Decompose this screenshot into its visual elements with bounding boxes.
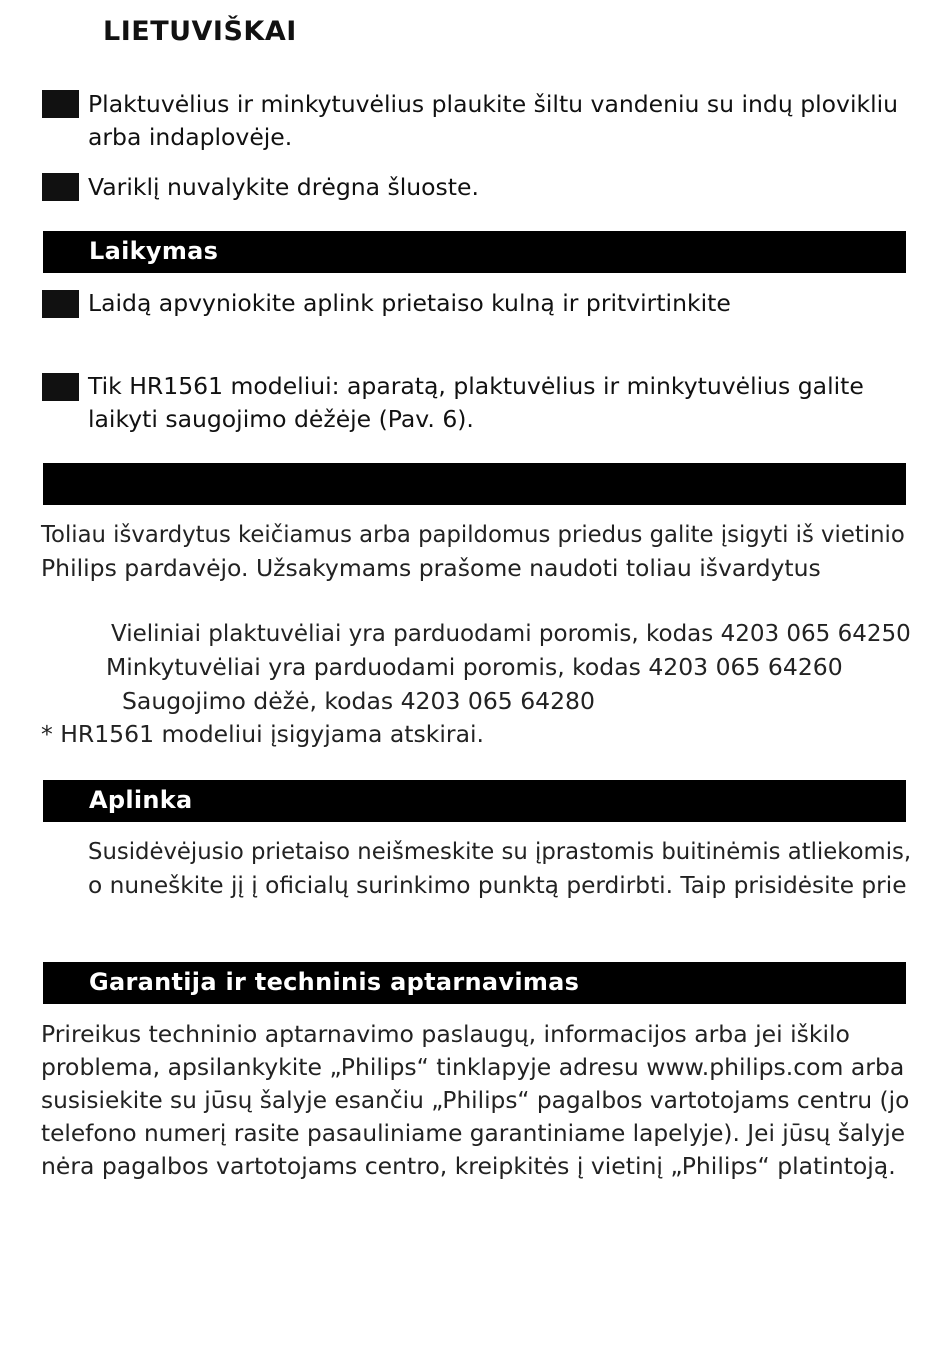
storage-item-2-line-2: laikyti saugojimo dėžėje (Pav. 6). — [88, 405, 474, 433]
section-heading-environment — [43, 780, 906, 822]
section-heading-accessories — [43, 463, 906, 505]
guarantee-line-4: telefono numerį rasite pasauliniame garantiniame lapelyje). Jei jūsų šalyje — [41, 1120, 906, 1147]
cleaning-item-1-line-2: arba indaplovėje. — [88, 123, 293, 151]
storage-item-2-line-1: Tik HR1561 modeliui: aparatą, plaktuvėlius ir minkytuvėlius galite — [88, 372, 864, 400]
guarantee-line-5: nėra pagalbos vartotojams centro, kreipkitės į vietinį „Philips“ platintoją. — [41, 1152, 896, 1180]
accessory-item-3: Saugojimo dėžė, kodas 4203 065 64280 — [122, 687, 595, 715]
accessory-item-2: Minkytuvėliai yra parduodami poromis, kodas 4203 065 64260 — [106, 653, 843, 681]
environment-line-1: Susidėvėjusio prietaiso neišmeskite su įprastomis buitinėmis atliekomis, — [88, 839, 912, 865]
environment-line-2: o nuneškite jį į oficialų surinkimo punktą perdirbti. Taip prisidėsite prie — [88, 872, 907, 899]
guarantee-line-3: susisiekite su jūsų šalyje esančiu „Philips“ pagalbos vartotojams centru (jo — [41, 1087, 910, 1114]
bullet-marker — [42, 290, 79, 318]
guarantee-line-2: problema, apsilankykite „Philips“ tinklapyje adresu www.philips.com arba — [41, 1053, 905, 1081]
bullet-marker — [42, 90, 79, 118]
section-heading-label: Garantija ir techninis aptarnavimas — [89, 968, 580, 996]
section-heading-label: Aplinka — [89, 786, 193, 814]
accessories-intro-line-1: Toliau išvardytus keičiamus arba papildomus priedus galite įsigyti iš vietinio — [41, 522, 905, 548]
accessories-intro-line-2: Philips pardavėjo. Užsakymams prašome naudoti toliau išvardytus — [41, 554, 821, 582]
page-title: LIETUVIŠKAI — [103, 16, 297, 47]
section-heading-guarantee — [43, 962, 906, 1004]
section-heading-storage — [43, 231, 906, 273]
storage-item-1: Laidą apvyniokite aplink prietaiso kulną ir pritvirtinkite — [88, 289, 731, 317]
guarantee-line-1: Prireikus techninio aptarnavimo paslaugų, informacijos arba jei iškilo — [41, 1020, 850, 1048]
cleaning-item-2: Variklį nuvalykite drėgna šluoste. — [88, 173, 479, 201]
accessory-item-1: Vieliniai plaktuvėliai yra parduodami poromis, kodas 4203 065 64250 — [111, 621, 911, 647]
bullet-marker — [42, 173, 79, 201]
cleaning-item-1-line-1: Plaktuvėlius ir minkytuvėlius plaukite šiltu vandeniu su indų plovikliu — [88, 90, 899, 118]
section-heading-label: Laikymas — [89, 237, 219, 265]
accessory-note: * HR1561 modeliui įsigyjama atskirai. — [41, 720, 484, 748]
bullet-marker — [42, 373, 79, 401]
